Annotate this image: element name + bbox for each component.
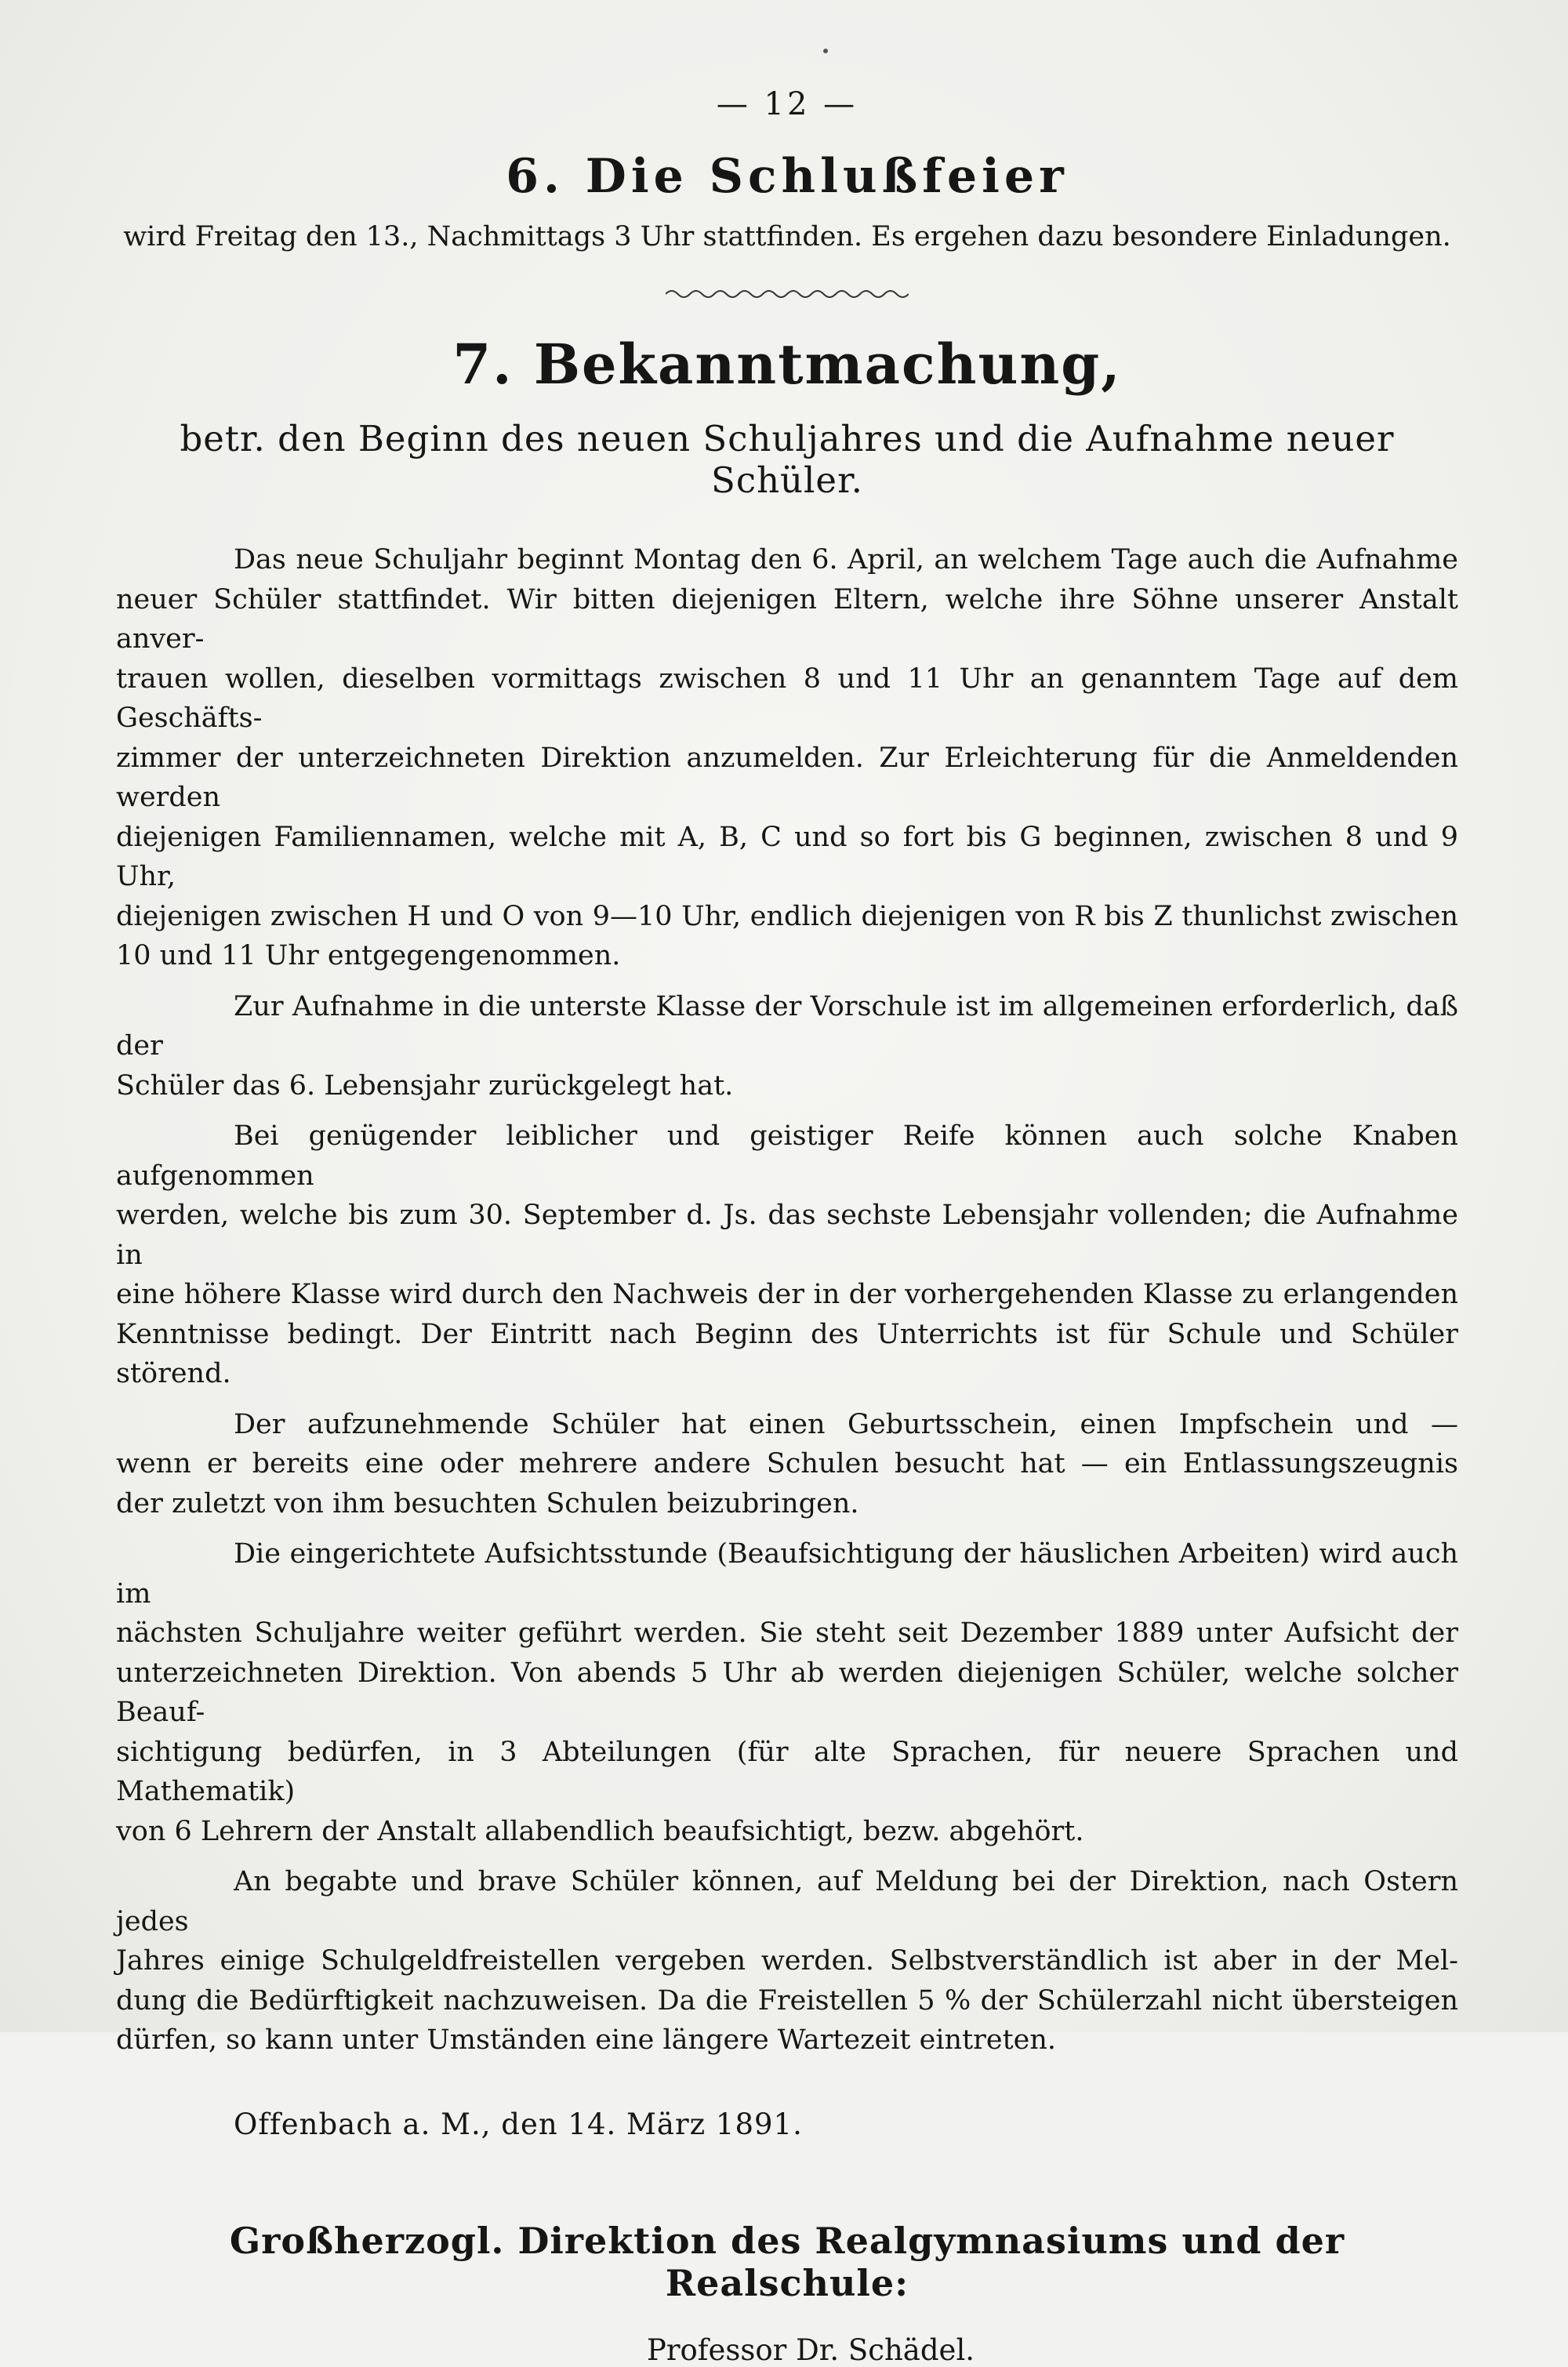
paragraph-line: Das neue Schuljahr beginnt Montag den 6. April, an welchem Tage auch die Aufnahme <box>234 544 1458 575</box>
paragraph-line: der zuletzt von ihm besuchten Schulen beizubringen. <box>116 1487 859 1519</box>
page-number: — 12 — <box>716 86 858 122</box>
wavy-divider <box>666 287 909 301</box>
paragraph-line: von 6 Lehrern der Anstalt allabendlich beaufsichtigt, bezw. abgehört. <box>116 1815 1084 1847</box>
paragraph-5 <box>116 1534 1458 1851</box>
paragraph-1 <box>116 540 1458 976</box>
section-6-heading: 6. Die Schlußfeier <box>506 149 1069 204</box>
paragraph-line: trauen wollen, dieselben vormittags zwischen 8 und 11 Uhr an genanntem Tage auf dem Geschäfts- <box>116 663 1458 734</box>
section-7-subheading: betr. den Beginn des neuen Schuljahres und die Aufnahme neuer Schüler. <box>180 418 1395 501</box>
paragraph-line: Der aufzunehmende Schüler hat einen Geburtsschein, einen Impfschein und — <box>234 1408 1458 1440</box>
paragraph-line: wenn er bereits eine oder mehrere andere Schulen besucht hat — ein Entlassungszeugnis <box>116 1448 1458 1479</box>
paragraph-line: zimmer der unterzeichneten Direktion anzumelden. Zur Erleichterung für die Anmeldenden werden <box>116 742 1458 813</box>
paragraph-3 <box>116 1116 1458 1394</box>
paragraph-line: eine höhere Klasse wird durch den Nachweis der in der vorhergehenden Klasse zu erlangenden <box>116 1279 1458 1310</box>
paragraph-line: Bei genügender leiblicher und geistiger Reife können auch solche Knaben aufgenommen <box>116 1120 1458 1192</box>
section-7-heading: 7. Bekanntmachung, <box>452 332 1122 397</box>
paragraph-4 <box>116 1405 1458 1524</box>
paragraph-line: nächsten Schuljahre weiter geführt werden. Sie steht seit Dezember 1889 unter Aufsicht der <box>116 1617 1458 1649</box>
paragraph-line: Schüler das 6. Lebensjahr zurückgelegt hat. <box>116 1069 734 1102</box>
section-6 <box>116 151 1458 256</box>
paragraph-line: Zur Aufnahme in die unterste Klasse der Vorschule ist im allgemeinen erforderlich, daß der <box>116 990 1458 1062</box>
section-7 <box>116 334 1458 2367</box>
paragraph-line: dung die Bedürftigkeit nachzuweisen. Da die Freistellen 5 % der Schülerzahl nicht übersteigen <box>116 1984 1458 2017</box>
paragraph-line: werden, welche bis zum 30. September d. Js. das sechste Lebensjahr vollenden; die Aufnahme in <box>116 1200 1458 1271</box>
paragraph-line: diejenigen Familiennamen, welche mit A, B, C und so fort bis G beginnen, zwischen 8 und 9 Uhr, <box>116 821 1458 892</box>
paragraph-line: Kenntnisse bedingt. Der Eintritt nach Beginn des Unterrichts ist für Schule und Schüler störend. <box>116 1318 1458 1389</box>
section-7-body <box>116 540 1458 2060</box>
date-line: Offenbach a. M., den 14. März 1891. <box>234 2107 803 2141</box>
paragraph-6 <box>116 1862 1458 2060</box>
issuing-authority: Großherzogl. Direktion des Realgymnasiums und der Realschule: <box>229 2219 1345 2304</box>
paragraph-line: 10 und 11 Uhr entgegengenommen. <box>116 940 621 971</box>
ink-speck <box>823 49 828 53</box>
paragraph-line: An begabte und brave Schüler können, auf Meldung bei der Direktion, nach Ostern jedes <box>116 1866 1458 1937</box>
paragraph-line: diejenigen zwischen H und O von 9—10 Uhr, endlich diejenigen von R bis Z thunlichst zwischen <box>116 900 1458 932</box>
paragraph-2 <box>116 987 1458 1106</box>
paragraph-line: Die eingerichtete Aufsichtsstunde (Beaufsichtigung der häuslichen Arbeiten) wird auch im <box>116 1538 1458 1610</box>
signature: Professor Dr. Schädel. <box>646 2333 975 2367</box>
paragraph-line: unterzeichneten Direktion. Von abends 5 Uhr ab werden diejenigen Schüler, welche solcher Beauf- <box>116 1657 1458 1728</box>
paragraph-line: dürfen, so kann unter Umständen eine längere Wartezeit eintreten. <box>116 2024 1057 2056</box>
section-6-text: wird Freitag den 13., Nachmittags 3 Uhr stattfinden. Es ergehen dazu besondere Einladungen. <box>123 221 1451 252</box>
paragraph-line: Jahres einige Schulgeldfreistellen vergeben werden. Selbstverständlich ist aber in der Mel- <box>116 1945 1458 1977</box>
paragraph-line: neuer Schüler stattfindet. Wir bitten diejenigen Eltern, welche ihre Söhne unserer Anstalt anver- <box>116 583 1458 655</box>
paragraph-line: sichtigung bedürfen, in 3 Abteilungen (für alte Sprachen, für neuere Sprachen und Mathematik) <box>116 1736 1458 1807</box>
